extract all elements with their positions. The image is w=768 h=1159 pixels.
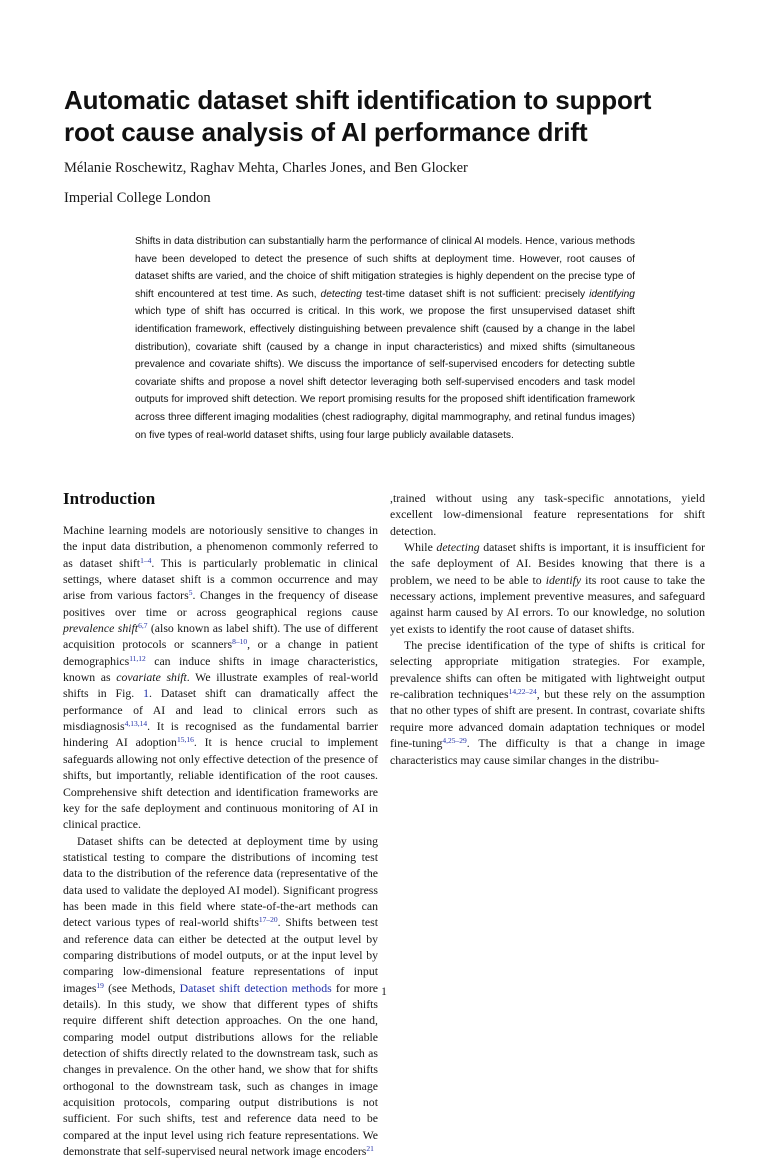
paragraph-text: . The difficulty is that a change in image characteristics may cause similar changes in the distribu- [390, 736, 705, 767]
paragraph-text: (see Methods, [108, 980, 176, 995]
section-heading-introduction: Introduction [63, 489, 156, 508]
intro-paragraph-4 [390, 637, 705, 768]
right-column [390, 490, 705, 768]
citation-link[interactable]: 14,22–24 [508, 687, 537, 697]
paper-title: Automatic dataset shift identification to support root cause analysis of AI performance drift [64, 85, 652, 147]
paragraph-text: , but these rely on the assumption that no other types of shift are present. In contrast, covariate shifts require more advanced domain adaptation techniques or model fine-tuning [390, 687, 706, 751]
figure-link[interactable]: 1 [143, 686, 149, 701]
abstract-text: Shifts in data distribution can substantially harm the performance of clinical AI models. Hence, various methods have been developed to detect the presence of such shifts at deployment time. However, root causes of dataset shifts are varied, and the choice of shift mitigation strategies is highly dependent on the precise type of shift encountered at test time. As such, [135, 236, 636, 300]
paragraph-text: its root cause to take the necessary actions, implement preventive measures, and safeguard against harm caused by AI errors. To our knowledge, no solution yet exists to identify the root cause of dataset shifts. [390, 572, 705, 636]
citation-link[interactable]: 4,25–29 [442, 736, 467, 746]
paragraph-text: Dataset shifts can be detected at deployment time by using statistical testing to compare the distributions of incoming test data to the distribution of the reference data (representative of the data used to validate the deployed AI model). Significant progress has been made in this field where state-of-the-art methods can detect various types of real-world shifts [63, 833, 378, 930]
paragraph-text: The precise identification of the type of shifts is critical for selecting appropriate mitigation strategies. For example, prevalence shifts can often be mitigated with lightweight output re-calibration techniques [390, 638, 705, 702]
paragraph-text: (also known as label shift). The use of different acquisition protocols or scanners [63, 621, 379, 652]
citation-link[interactable]: 17–20 [258, 915, 278, 925]
author-list: Mélanie Roschewitz, Raghav Mehta, Charles Jones, and Ben Glocker [64, 160, 468, 176]
paragraph-text: for more details). In this study, we show that different types of shifts require different shift detection approaches. On the one hand, comparing model output distributions allows for the reliable detection of shifts directly related to the downstream task, such as changes in prevalence. On the other hand, we show that for shifts orthogonal to the downstream task, such as changes in image acquisition protocols, comparing output distributions is not sufficient. For such shifts, test and reference data need to be compared at the input level using rich feature representations. We demonstrate that self-supervised neural network image encoders [63, 980, 379, 1159]
citation-link[interactable]: 15,16 [176, 735, 194, 745]
abstract-text: which type of shift has occurred is critical. In this work, we propose the first unsupervised dataset shift identification framework, effectively distinguishing between prevalence shift (caused by a change in the label distribution), covariate shift (caused by a change in input characteristics) and mixed shifts (simultaneous prevalence and covariate shifts). We discuss the importance of self-supervised encoders for detecting subtle covariate shifts and propose a novel shift detector leveraging both self-supervised encoders and task model outputs for improved shift detection. We report promising results for the proposed shift identification framework across three different imaging modalities (chest radiography, digital mammography, and retinal fundus images) on five types of real-world dataset shifts, using four large publicly available datasets. [135, 306, 635, 441]
abstract [135, 233, 635, 444]
paragraph-text: . Shifts between test and reference data can either be detected at the output level by comparing distributions of model outputs, or at the input level by comparing low-dimensional feature representations of input images [63, 915, 379, 995]
emphasis-detecting: detecting [436, 540, 480, 555]
paragraph-text: . Changes in the frequency of disease positives over time or across geographical regions cause [63, 588, 378, 619]
citation-link[interactable]: 4,13,14 [124, 719, 148, 729]
paragraph-text: , or a change in patient demographics [63, 637, 378, 668]
page-number: 1 [381, 986, 387, 998]
term-prevalence-shift: prevalence shift [63, 621, 139, 636]
citation-link[interactable]: 21 [366, 1144, 374, 1154]
citation-link[interactable]: 5 [188, 588, 193, 598]
citation-link[interactable]: 8–10 [232, 637, 248, 647]
abstract-emphasis-detecting: detecting [320, 288, 362, 300]
paragraph-text: . This is particularly problematic in clinical settings, where dataset shift is a common occurrence and may arise from various factors [63, 555, 378, 603]
paragraph-text: . We illustrate examples of real-world shifts in Fig. [63, 670, 378, 701]
paragraph-text: Machine learning models are notoriously sensitive to changes in the input data distribution, a phenomenon commonly referred to as dataset shift [63, 523, 378, 570]
intro-paragraph-3 [390, 539, 705, 637]
paragraph-text: . It is recognised as the fundamental barrier hindering AI adoption [63, 719, 378, 750]
paragraph-text: dataset shifts is important, it is insufficient for the safe deployment of AI. Besides knowing that there is a problem, we need to be able to [390, 540, 706, 587]
emphasis-identify: identify [545, 572, 582, 587]
abstract-text: test-time dataset shift is not sufficient: precisely [365, 288, 586, 300]
intro-paragraph-2-continued [390, 490, 705, 539]
paragraph-text: , [390, 491, 393, 505]
left-column [63, 488, 378, 1159]
citation-link[interactable]: 1–4 [140, 555, 152, 565]
paragraph-text: . It is hence crucial to implement safeguards allowing not only effective detection of the presence of shifts, but importantly, reliable identification of the root causes. Comprehensive shift detection and identification frameworks are key for the safe deployment and continuous monitoring of AI in clinical practice. [63, 735, 378, 832]
abstract-emphasis-identifying: identifying [589, 288, 635, 300]
paragraph-text: trained without using any task-specific annotations, yield excellent low-dimensional feature representations for shift detection. [390, 491, 705, 538]
term-covariate-shift: covariate shift [116, 670, 187, 685]
citation-link[interactable]: 11,12 [129, 653, 146, 663]
affiliation: Imperial College London [64, 190, 211, 206]
paragraph-text: While [404, 540, 433, 555]
citation-link[interactable]: 19 [96, 980, 104, 990]
paragraph-text: . Dataset shift can dramatically affect the performance of AI and lead to clinical errors such as misdiagnosis [63, 686, 378, 734]
paragraph-text: can induce shifts in image characteristics, known as [63, 653, 378, 685]
intro-paragraph-1 [63, 522, 378, 833]
section-link-dataset-shift-detection-methods[interactable]: Dataset shift detection methods [179, 980, 332, 995]
citation-link[interactable]: 6,7 [138, 621, 148, 631]
